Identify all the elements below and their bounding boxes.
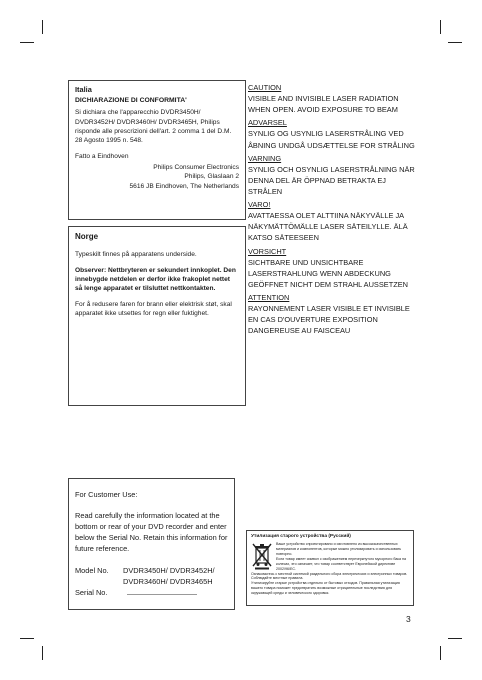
disposal-paragraph-2: Если товар имеет символ с изображением перечеркнутого мусорного бака на колесах, это означает, что товар соответствует Европейской директиве 2002/96/EC.	[276, 557, 407, 571]
warning-block	[248, 292, 418, 336]
norge-paragraph-3: For å redusere faren for brann eller elektrisk støt, skal apparatet ikke utsettes for regn eller fuktighet.	[75, 300, 232, 318]
italia-declaration-box	[68, 80, 246, 220]
crossed-bin-icon	[251, 542, 273, 570]
serial-row	[75, 587, 228, 598]
disposal-notice-box	[246, 530, 414, 606]
crop-mark	[448, 638, 462, 639]
warning-heading: VORSICHT	[248, 246, 287, 256]
serial-label: Serial No.	[75, 587, 108, 597]
customer-body: Read carefully the information located at the bottom or rear of your DVD recorder and enter below the Serial No. Retain this information for future reference.	[75, 511, 228, 554]
warning-text: AVATTAESSA OLET ALTTIINA NÄKYVÄLLE JA NÄKYMÄTTÖMÄLLE LASER SÄTEILYLLE. ÄLÄ KATSO SÄTEESEEN	[248, 211, 408, 243]
warning-block	[248, 153, 418, 197]
model-value	[123, 565, 228, 587]
customer-use-box	[68, 478, 235, 610]
italia-title: Italia	[75, 85, 92, 94]
disposal-text-right	[276, 542, 409, 571]
norge-paragraph-2: Observer: Nettbryteren er sekundert innkoplet. Den innebygde netdelen er derfor ikke frakoplet nettet så lenge apparatet er tilsluttet nettkontakten.	[75, 266, 236, 293]
crop-mark	[42, 20, 43, 34]
disposal-paragraph-4: Утилизируйте старые устройства отдельно от бытовых отходов. Правильная утилизация вашего товара поможет предотвратить возможные отрицательные последствия для окружающей среды и человеческого здоровья.	[251, 581, 400, 595]
warning-text: VISIBLE AND INVISIBLE LASER RADIATION WHEN OPEN. AVOID EXPOSURE TO BEAM	[248, 94, 399, 115]
italia-company: Philips Consumer Electronics	[153, 163, 239, 171]
crop-mark	[440, 20, 441, 34]
norge-paragraph-1: Typeskilt finnes på apparatens underside.	[75, 251, 197, 259]
crop-mark	[440, 646, 441, 660]
disposal-content	[251, 542, 409, 571]
warning-heading: VARO!	[248, 200, 271, 210]
warning-block	[248, 246, 418, 290]
warning-block	[248, 199, 418, 243]
disposal-paragraph-1: Ваше устройство спроектировано и изготовлено из высококачественных материалов и компонентов, которые можно утилизировать и использовать повторно.	[276, 542, 402, 557]
italia-issued: Fatto a Eindhoven	[75, 152, 129, 160]
warning-block	[248, 117, 418, 150]
laser-warnings	[248, 82, 418, 338]
warning-heading: ATTENTION	[248, 292, 290, 302]
model-value-line-1: DVDR3450H/ DVDR3452H/	[123, 565, 215, 575]
italia-address-1: Philips, Glaslaan 2	[184, 173, 239, 181]
model-row	[75, 565, 228, 587]
italia-subtitle: DICHIARAZIONE DI CONFORMITA'	[75, 96, 187, 104]
model-label: Model No.	[75, 565, 109, 575]
crop-mark	[20, 42, 34, 43]
warning-text: SYNLIG OG USYNLIG LASERSTRÅLING VED ÅBNING UNDGÅ UDSÆTTELSE FOR STRÅLING	[248, 129, 415, 150]
warning-text: SYNLIG OCH OSYNLIG LASERSTRÅLNING NÄR DENNA DEL ÄR ÖPPNAD BETRAKTA EJ STRÅLEN	[248, 164, 415, 196]
disposal-paragraph-3: Ознакомьтесь с местной системой раздельного сбора электрических и электронных товаров. Соблюдайте местные правила.	[251, 571, 408, 581]
customer-title: For Customer Use:	[75, 490, 138, 499]
italia-address-2: 5616 JB Eindhoven, The Netherlands	[129, 182, 239, 190]
model-value-line-2: DVDR3460H/ DVDR3465H	[123, 576, 213, 586]
norge-notice-box	[68, 226, 246, 406]
warning-heading: ADVARSEL	[248, 118, 287, 128]
warning-heading: VARNING	[248, 153, 282, 163]
disposal-title: Утилизация старого устройства (Русский)	[251, 534, 351, 539]
warning-heading: CAUTION	[248, 83, 282, 92]
norge-title: Norge	[75, 232, 99, 241]
crop-mark	[448, 42, 462, 43]
crop-mark	[42, 646, 43, 660]
crop-mark	[20, 638, 34, 639]
serial-number-blank	[127, 587, 197, 595]
warning-text: RAYONNEMENT LASER VISIBLE ET INVISIBLE EN CAS D'OUVERTURE EXPOSITION DANGEREUSE AU FAISCEAU	[248, 304, 410, 336]
italia-body: Si dichiara che l'apparecchio DVDR3450H/ DVDR3452H/ DVDR3460H/ DVDR3465H, Philips risponde alle prescrizioni dell'art. 2 comma 1 del D.M. 28 Agosto 1995 n. 548.	[75, 109, 232, 145]
warning-text: SICHTBARE UND UNSICHTBARE LASERSTRAHLUNG WENN ABDECKUNG GEÖFFNET NICHT DEM STRAHL AUSSETZEN	[248, 257, 409, 289]
page-number: 3	[406, 614, 411, 624]
warning-block	[248, 82, 418, 115]
